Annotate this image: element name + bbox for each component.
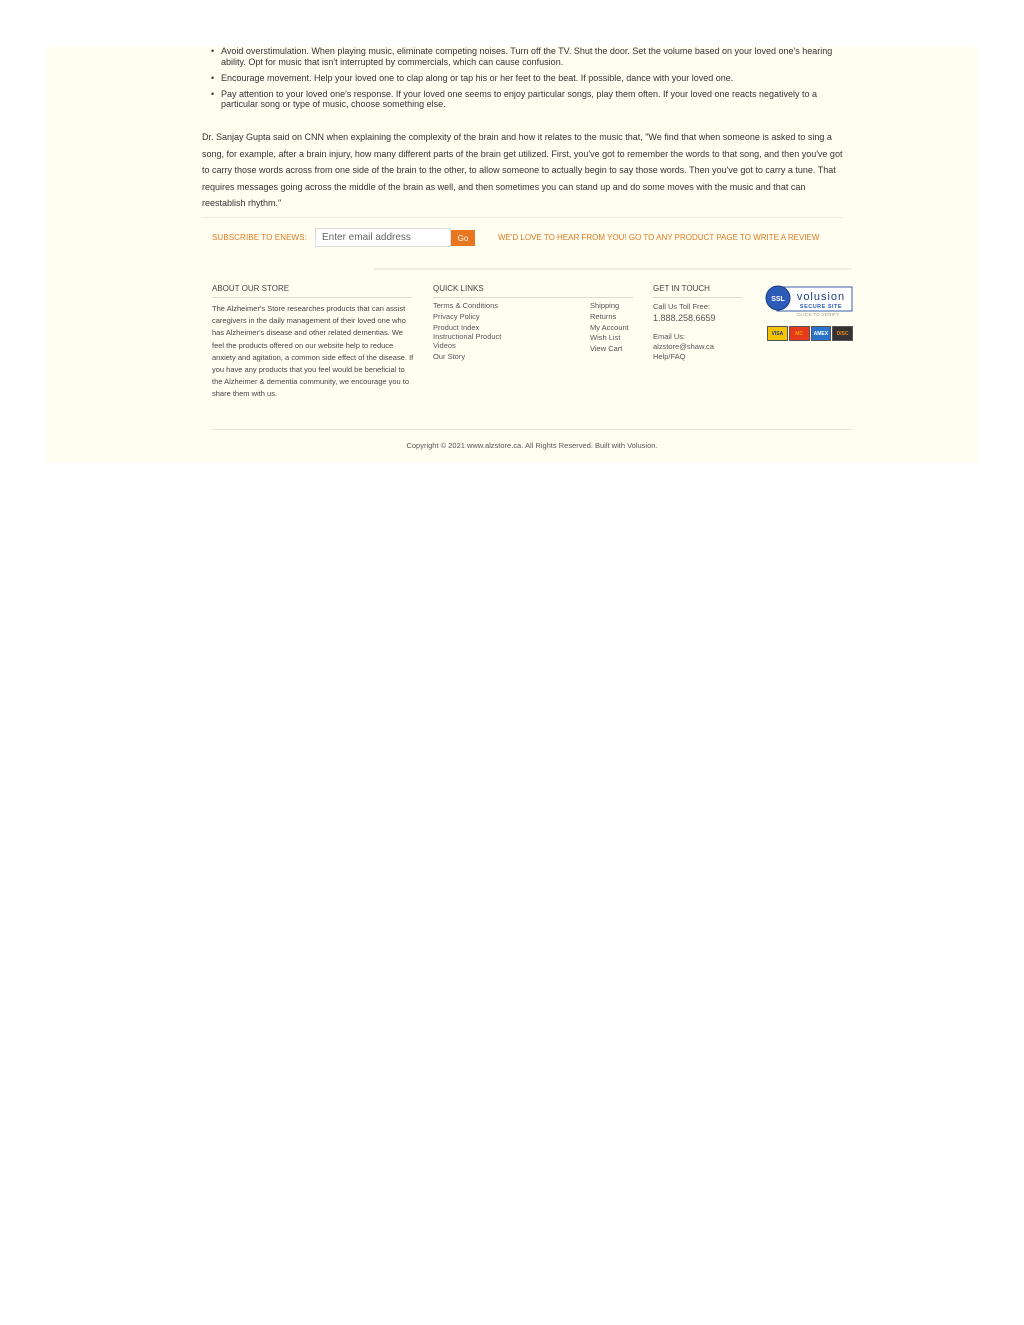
link-our-story[interactable]: Our Story (433, 351, 466, 361)
link-terms[interactable]: Terms & Conditions (433, 301, 499, 310)
email-label: Email Us: (653, 332, 686, 341)
link-my-account[interactable]: My Account (590, 322, 629, 332)
contact-heading: GET IN TOUCH (653, 284, 710, 293)
divider (202, 217, 842, 218)
list-item: • Encourage movement. Help your loved one to clap along or tap his or her feet to the beat. If possible, dance with your loved one. (221, 73, 842, 84)
link-returns[interactable]: Returns (590, 311, 617, 321)
quick-links-heading: QUICK LINKS (433, 284, 484, 293)
discover-card-icon: DISC (832, 326, 853, 341)
tips-list (202, 46, 842, 110)
write-review-link[interactable]: WE'D LOVE TO HEAR FROM YOU! GO TO ANY PRODUCT PAGE TO WRITE A REVIEW (498, 233, 820, 242)
about-heading-rule (212, 297, 412, 298)
verify-text: CLICK TO VERIFY (797, 312, 840, 317)
link-wish-list[interactable]: Wish List (590, 333, 621, 343)
quick-links-heading-rule (433, 297, 633, 298)
link-view-cart[interactable]: View Cart (590, 344, 623, 354)
quick-links-col2 (590, 301, 640, 355)
link-instructional-videos[interactable]: Instructional Product Videos (433, 332, 502, 350)
link-privacy[interactable]: Privacy Policy (433, 311, 480, 321)
footer-divider (374, 268, 852, 270)
mastercard-icon: MC (789, 326, 810, 341)
amex-card-icon: AMEX (811, 326, 832, 341)
subscribe-label: SUBSCRIBE TO ENEWS: (212, 233, 307, 242)
payment-cards (767, 326, 853, 341)
article-body (202, 46, 842, 115)
copyright-divider (212, 429, 852, 430)
phone-number: 1.888.258.6659 (653, 313, 716, 323)
visa-card-icon: VISA (767, 326, 788, 341)
subscribe-go-button[interactable]: Go (451, 230, 475, 246)
volusion-brand-text: volusion (796, 291, 846, 303)
help-faq-link[interactable]: Help/FAQ (653, 351, 686, 361)
link-product-index[interactable]: Product Index (433, 322, 480, 332)
secure-site-text: SECURE SITE (799, 304, 843, 310)
about-text: The Alzheimer's Store researches products that can assist caregivers in the daily management of their loved one who has Alzheimer's disease and other related dementias. We feel the products offered on our website help to reduce anxiety and agitation, a common side effect of the disease. If you have any products that you feel would be beneficial to the Alzheimer & dementia community, we encourage you to share them with us. (212, 304, 414, 399)
email-subscribe-input[interactable] (315, 228, 451, 247)
email-link[interactable]: alzstore@shaw.ca (653, 341, 714, 351)
about-heading: ABOUT OUR STORE (212, 284, 290, 293)
ssl-secure-badge[interactable] (765, 285, 853, 315)
link-shipping[interactable]: Shipping (590, 301, 620, 310)
list-item: • Avoid overstimulation. When playing music, eliminate competing noises. Turn off the TV. Shut the door. Set the volume based on your loved one's hearing ability. Opt for music that isn't interrupted by commercials, which can cause confusion. (221, 46, 842, 67)
gupta-quote-paragraph: Dr. Sanjay Gupta said on CNN when explaining the complexity of the brain and how it relates to the music that, "We find that when someone is asked to sing a song, for example, after a brain injury, how many different parts of the brain get utilized. First, you've got to remember the words to that song, and then you've got to carry those words across from one side of the brain to the other, to allow someone to actually begin to say those words. Then you've got to carry a tune. That requires messages going across the middle of the brain as well, and then sometimes you can stand up and do some moves with the music and that can reestablish rhythm." (202, 132, 843, 208)
call-label: Call Us Toll Free: (653, 302, 710, 311)
copyright-text: Copyright © 2021 www.alzstore.ca. All Rights Reserved. Built with Volusion. (406, 441, 658, 450)
quick-links-col1 (433, 301, 523, 363)
contact-heading-rule (653, 297, 742, 298)
contact-block (653, 302, 716, 363)
list-item: • Pay attention to your loved one's response. If your loved one seems to enjoy particular songs, play them often. If your loved one reacts negatively to a particular song or type of music, choose something else. (221, 89, 842, 110)
ssl-icon-text: SSL (771, 296, 785, 303)
